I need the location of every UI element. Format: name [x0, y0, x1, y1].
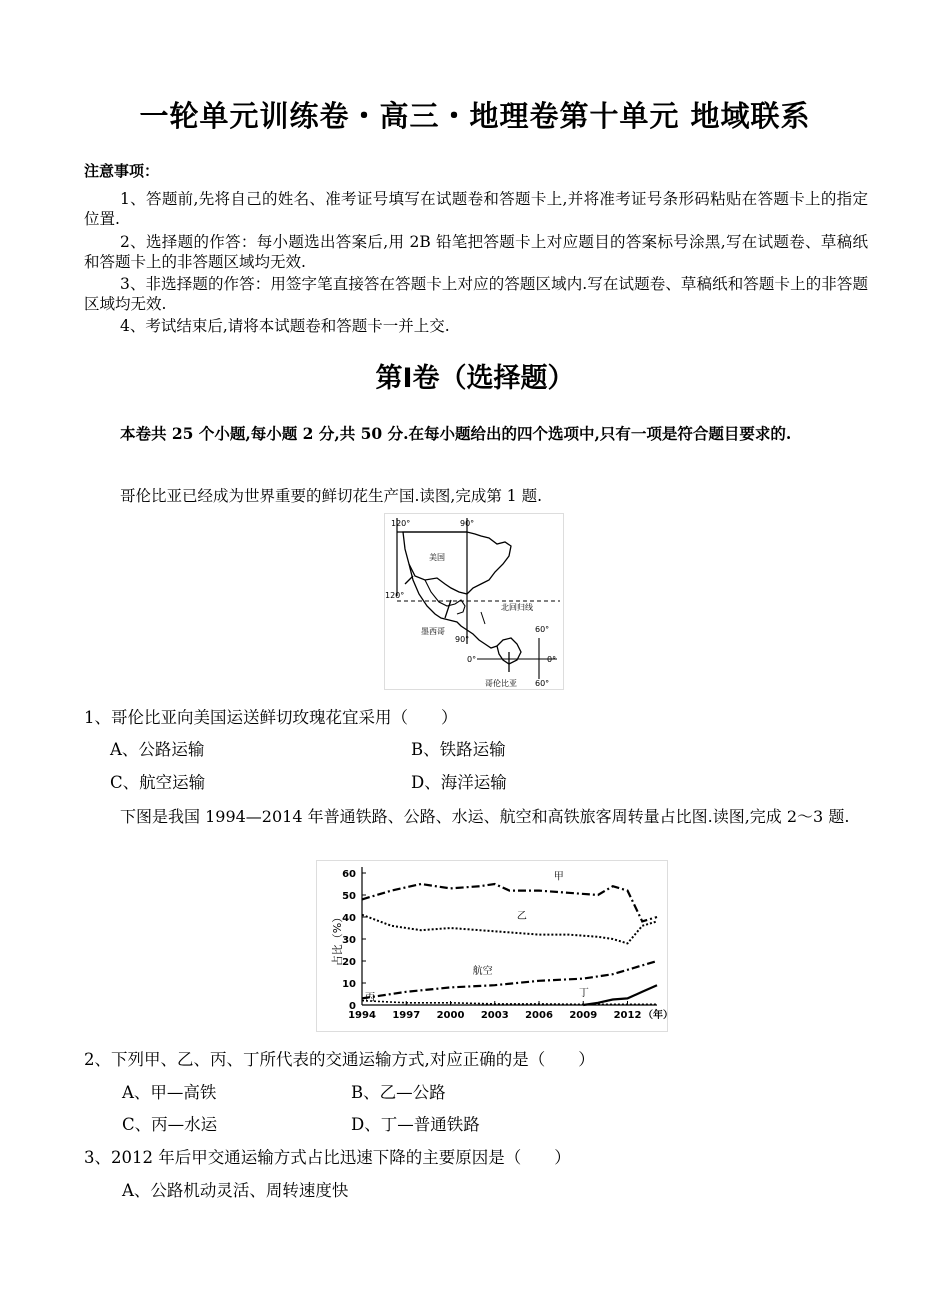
map-label-90w-top: 90° [460, 519, 475, 528]
series-label-2: 航空 [472, 966, 493, 978]
passenger-share-chart [316, 860, 673, 1032]
map-label-mexico: 墨西哥 [421, 627, 445, 636]
series-line-1 [362, 915, 657, 944]
x-tick-label: 2003 [480, 1010, 509, 1021]
map-label-usa: 美国 [429, 553, 445, 562]
y-tick-label: 10 [342, 979, 356, 990]
question-2-3-context: 下图是我国 1994—2014 年普通铁路、公路、水运、航空和高铁旅客周转量占比图.读图,完成 2～3 题. [120, 807, 850, 826]
question-1-context: 哥伦比亚已经成为世界重要的鲜切花生产国.读图,完成第 1 题. [120, 487, 542, 505]
map-label-90w-bottom: 90° [455, 635, 470, 644]
x-tick-label: 2000 [436, 1010, 465, 1021]
q1-option-a[interactable]: A、公路运输 [110, 740, 205, 759]
q2-option-b[interactable]: B、乙—公路 [351, 1083, 446, 1102]
y-tick-label: 30 [342, 935, 356, 946]
x-axis-label: （年） [643, 1010, 673, 1021]
x-tick-label: 2012 [613, 1010, 642, 1021]
q3-option-a[interactable]: A、公路机动灵活、周转速度快 [122, 1181, 349, 1200]
q2-option-c[interactable]: C、丙—水运 [122, 1115, 218, 1134]
map-label-0-left: 0° [467, 655, 477, 664]
q2-option-a[interactable]: A、甲—高铁 [122, 1083, 217, 1102]
section-intro: 本卷共 25 个小题,每小题 2 分,共 50 分.在每小题给出的四个选项中,只有一项是符合题目要求的. [120, 424, 792, 443]
series-line-2 [362, 961, 657, 998]
x-tick-label: 1994 [348, 1010, 376, 1021]
q1-option-c[interactable]: C、航空运输 [110, 773, 206, 792]
series-label-1: 乙 [516, 911, 527, 923]
map-label-60w-bottom: 60° [535, 679, 550, 688]
y-axis-label: 占比（%） [331, 911, 344, 967]
map-label-colombia: 哥伦比亚 [485, 679, 517, 688]
notice-item-2: 2、选择题的作答：每小题选出答案后,用 2B 铅笔把答题卡上对应题目的答案标号涂黑,写在试题卷、草稿纸和答题卡上的非答题区域均无效. [84, 233, 868, 271]
page-title: 一轮单元训练卷・高三・地理卷第十单元 地域联系 [139, 99, 811, 133]
series-label-3: 丙 [364, 992, 375, 1004]
section-title: 第Ⅰ卷（选择题） [375, 363, 575, 394]
series-label-0: 甲 [553, 871, 564, 883]
question-3-stem: 3、2012 年后甲交通运输方式占比迅速下降的主要原因是（ ） [84, 1148, 571, 1167]
q1-option-d[interactable]: D、海洋运输 [411, 773, 507, 792]
notice-item-3: 3、非选择题的作答：用签字笔直接答在答题卡上对应的答题区域内.写在试题卷、草稿纸和答题卡上的非答题区域均无效. [84, 275, 868, 313]
north-america-map [384, 513, 564, 690]
notice-item-4: 4、考试结束后,请将本试题卷和答题卡一并上交. [120, 317, 450, 335]
notice-heading: 注意事项： [84, 162, 160, 180]
q2-option-d[interactable]: D、丁—普通铁路 [351, 1115, 480, 1134]
y-tick-label: 50 [342, 891, 356, 902]
notice-item-1: 1、答题前,先将自己的姓名、准考证号填写在试题卷和答题卡上,并将准考证号条形码粘贴在答题卡上的指定位置. [84, 190, 868, 228]
x-tick-label: 2009 [569, 1010, 598, 1021]
map-label-60w-top: 60° [535, 625, 550, 634]
question-2-stem: 2、下列甲、乙、丙、丁所代表的交通运输方式,对应正确的是（ ） [84, 1050, 595, 1069]
series-label-4: 丁 [578, 988, 589, 1000]
q1-option-b[interactable]: B、铁路运输 [411, 740, 506, 759]
map-label-0-right: 0° [547, 655, 557, 664]
y-tick-label: 60 [342, 869, 356, 880]
map-label-120w-bottom: 120° [385, 591, 405, 600]
question-1-stem: 1、哥伦比亚向美国运送鲜切玫瑰花宜采用（ ） [84, 708, 458, 727]
y-tick-label: 40 [342, 913, 356, 924]
map-label-tropic: 北回归线 [501, 603, 533, 612]
map-label-120w-top: 120° [391, 519, 411, 528]
series-line-4 [583, 985, 657, 1005]
x-tick-label: 1997 [392, 1010, 421, 1021]
y-tick-label: 0 [349, 1001, 356, 1012]
x-tick-label: 2006 [525, 1010, 553, 1021]
usa-outline [403, 532, 511, 594]
series-line-0 [362, 884, 657, 921]
y-tick-label: 20 [342, 957, 356, 968]
